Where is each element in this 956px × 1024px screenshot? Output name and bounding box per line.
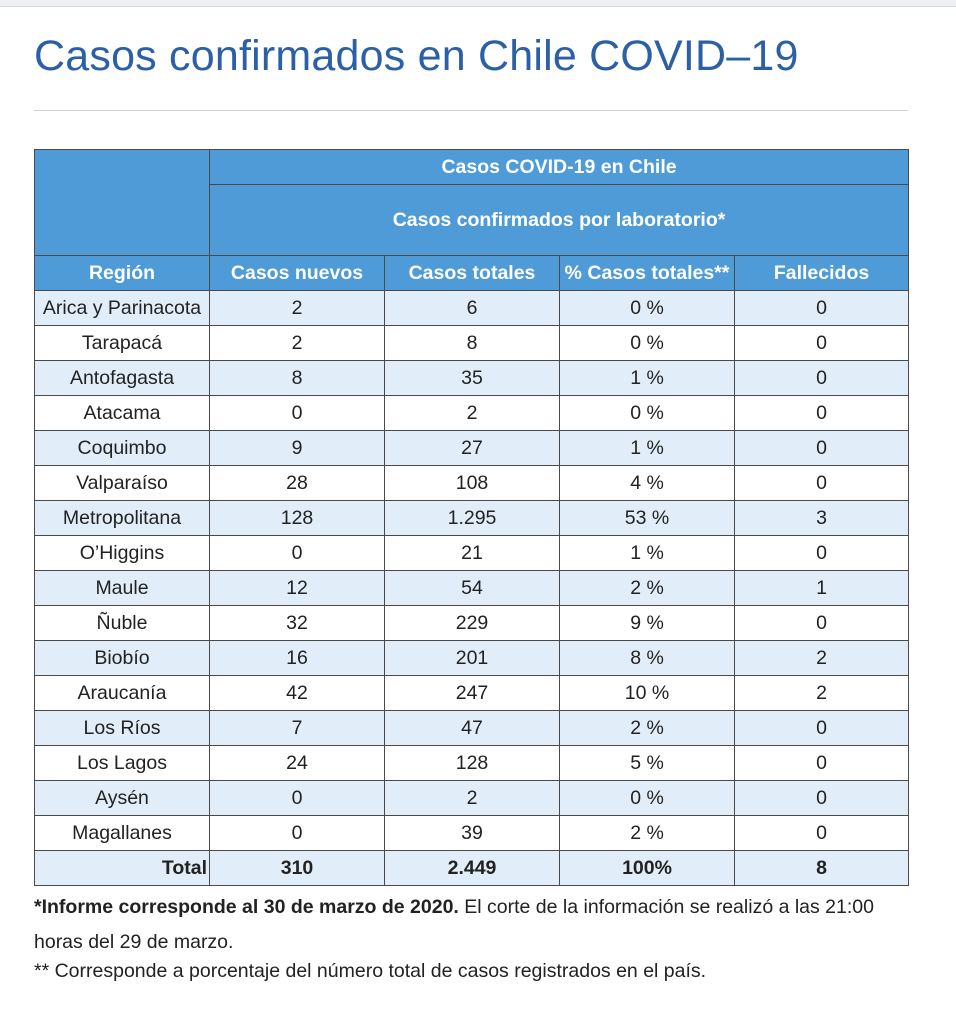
table-row — [35, 641, 909, 676]
column-header-total-cases: Casos totales — [385, 256, 560, 291]
cell-region: O’Higgins — [35, 536, 210, 571]
column-header-region: Región — [35, 256, 210, 291]
cell-deaths: 0 — [735, 291, 909, 326]
cell-total-cases: 39 — [385, 816, 560, 851]
cell-new-cases: 16 — [210, 641, 385, 676]
cell-new-cases: 2 — [210, 326, 385, 361]
table-header-sub: Casos confirmados por laboratorio* — [210, 185, 909, 256]
cell-region: Magallanes — [35, 816, 210, 851]
cell-region: Antofagasta — [35, 361, 210, 396]
cell-total-cases: 54 — [385, 571, 560, 606]
cell-new-cases: 0 — [210, 536, 385, 571]
cell-deaths: 0 — [735, 536, 909, 571]
cell-region: Maule — [35, 571, 210, 606]
table-row — [35, 501, 909, 536]
table-header-top: Casos COVID-19 en Chile — [210, 150, 909, 185]
column-header-new-cases: Casos nuevos — [210, 256, 385, 291]
top-border — [0, 0, 956, 7]
cell-region: Coquimbo — [35, 431, 210, 466]
cell-total-cases: 2 — [385, 396, 560, 431]
cell-percent-total: 2 % — [560, 711, 735, 746]
table-body — [35, 291, 909, 851]
footnote-rest: El corte de la información se realizó a las 21:00 horas del 29 de marzo. — [34, 896, 874, 953]
cell-percent-total: 2 % — [560, 816, 735, 851]
cell-percent-total: 0 % — [560, 396, 735, 431]
total-total-cases: 2.449 — [385, 851, 560, 886]
cell-deaths: 2 — [735, 676, 909, 711]
cell-new-cases: 0 — [210, 781, 385, 816]
cell-total-cases: 1.295 — [385, 501, 560, 536]
table-row — [35, 431, 909, 466]
cell-region: Arica y Parinacota — [35, 291, 210, 326]
table-row — [35, 816, 909, 851]
table-row — [35, 536, 909, 571]
cell-deaths: 2 — [735, 641, 909, 676]
cell-region: Tarapacá — [35, 326, 210, 361]
cell-deaths: 0 — [735, 746, 909, 781]
cell-total-cases: 47 — [385, 711, 560, 746]
total-new-cases: 310 — [210, 851, 385, 886]
cell-percent-total: 0 % — [560, 326, 735, 361]
table-row — [35, 466, 909, 501]
cell-deaths: 0 — [735, 816, 909, 851]
cell-region: Ñuble — [35, 606, 210, 641]
page-title: Casos confirmados en Chile COVID–19 — [34, 32, 799, 80]
cell-deaths: 0 — [735, 431, 909, 466]
cell-total-cases: 35 — [385, 361, 560, 396]
cell-deaths: 3 — [735, 501, 909, 536]
table-row — [35, 781, 909, 816]
table-row — [35, 291, 909, 326]
footnote-report-date — [34, 890, 914, 960]
cell-region: Biobío — [35, 641, 210, 676]
cell-region: Valparaíso — [35, 466, 210, 501]
cell-total-cases: 229 — [385, 606, 560, 641]
cell-deaths: 0 — [735, 396, 909, 431]
cell-new-cases: 12 — [210, 571, 385, 606]
cell-percent-total: 2 % — [560, 571, 735, 606]
cell-new-cases: 28 — [210, 466, 385, 501]
cell-deaths: 0 — [735, 326, 909, 361]
total-label: Total — [35, 851, 210, 886]
cell-percent-total: 1 % — [560, 536, 735, 571]
cell-region: Atacama — [35, 396, 210, 431]
table-row — [35, 571, 909, 606]
table-row — [35, 711, 909, 746]
cell-deaths: 0 — [735, 606, 909, 641]
cell-new-cases: 128 — [210, 501, 385, 536]
cell-percent-total: 0 % — [560, 291, 735, 326]
cell-total-cases: 201 — [385, 641, 560, 676]
cell-new-cases: 0 — [210, 396, 385, 431]
cell-deaths: 0 — [735, 361, 909, 396]
cell-total-cases: 128 — [385, 746, 560, 781]
cell-percent-total: 9 % — [560, 606, 735, 641]
header-corner — [35, 150, 210, 256]
footnote-bold: *Informe corresponde al 30 de marzo de 2020. — [34, 896, 459, 918]
cell-percent-total: 53 % — [560, 501, 735, 536]
cell-region: Los Lagos — [35, 746, 210, 781]
table-row — [35, 676, 909, 711]
cell-deaths: 0 — [735, 711, 909, 746]
cell-new-cases: 32 — [210, 606, 385, 641]
column-header-percent-total: % Casos totales** — [560, 256, 735, 291]
total-row — [35, 851, 909, 886]
cell-total-cases: 21 — [385, 536, 560, 571]
cell-new-cases: 2 — [210, 291, 385, 326]
covid-cases-table — [34, 149, 909, 886]
cell-region: Los Ríos — [35, 711, 210, 746]
cell-new-cases: 42 — [210, 676, 385, 711]
cell-total-cases: 27 — [385, 431, 560, 466]
title-divider — [34, 110, 908, 111]
cell-new-cases: 9 — [210, 431, 385, 466]
cell-deaths: 0 — [735, 781, 909, 816]
cell-total-cases: 108 — [385, 466, 560, 501]
footnote-percentage: ** Corresponde a porcentaje del número total de casos registrados en el país. — [34, 960, 707, 982]
cell-new-cases: 24 — [210, 746, 385, 781]
table-row — [35, 326, 909, 361]
table-row — [35, 606, 909, 641]
cell-percent-total: 1 % — [560, 431, 735, 466]
cell-total-cases: 2 — [385, 781, 560, 816]
table-row — [35, 361, 909, 396]
cell-percent-total: 0 % — [560, 781, 735, 816]
cell-total-cases: 247 — [385, 676, 560, 711]
cell-region: Araucanía — [35, 676, 210, 711]
cell-new-cases: 8 — [210, 361, 385, 396]
cell-deaths: 0 — [735, 466, 909, 501]
cell-percent-total: 1 % — [560, 361, 735, 396]
cell-percent-total: 8 % — [560, 641, 735, 676]
cell-deaths: 1 — [735, 571, 909, 606]
cell-percent-total: 5 % — [560, 746, 735, 781]
total-percent: 100% — [560, 851, 735, 886]
cell-region: Aysén — [35, 781, 210, 816]
table-row — [35, 396, 909, 431]
cell-total-cases: 6 — [385, 291, 560, 326]
table-row — [35, 746, 909, 781]
cell-percent-total: 4 % — [560, 466, 735, 501]
cell-new-cases: 0 — [210, 816, 385, 851]
cell-region: Metropolitana — [35, 501, 210, 536]
cell-new-cases: 7 — [210, 711, 385, 746]
column-header-deaths: Fallecidos — [735, 256, 909, 291]
cell-total-cases: 8 — [385, 326, 560, 361]
cell-percent-total: 10 % — [560, 676, 735, 711]
total-deaths: 8 — [735, 851, 909, 886]
